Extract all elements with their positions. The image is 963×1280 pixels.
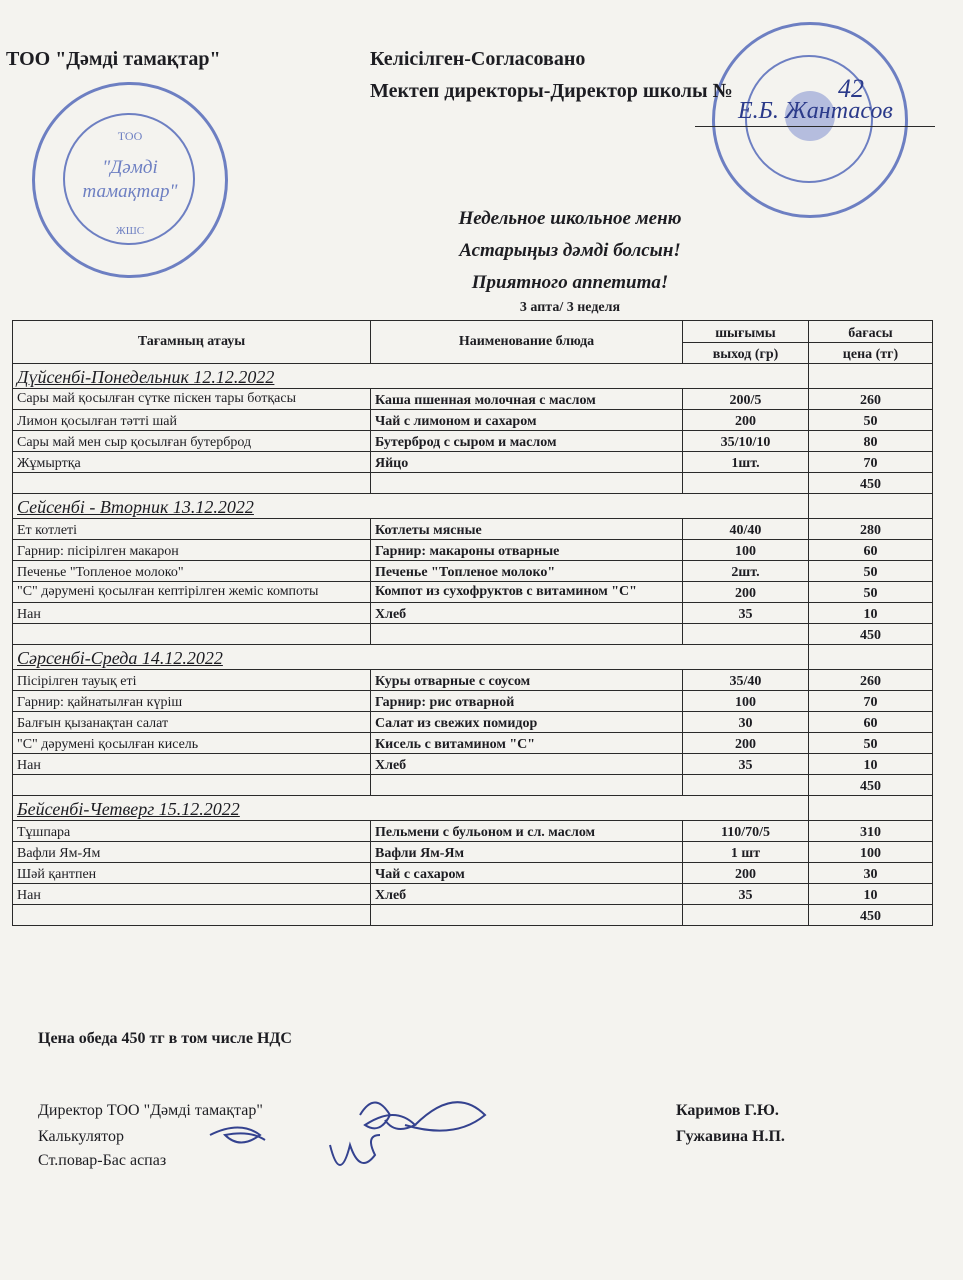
header-price-ru: цена (тг) <box>809 342 933 364</box>
total-row <box>13 473 933 494</box>
calculator-name: Гужавина Н.П. <box>676 1128 785 1145</box>
dish-price: 80 <box>809 431 933 452</box>
total-empty-cell <box>683 473 809 494</box>
company-name: ТОО "Дәмді тамақтар" <box>6 48 221 70</box>
dish-output: 30 <box>683 712 809 733</box>
dish-ru: Вафли Ям-Ям <box>371 842 683 863</box>
dish-price: 70 <box>809 452 933 473</box>
dish-ru: Салат из свежих помидор <box>371 712 683 733</box>
day-total: 450 <box>809 473 933 494</box>
header-out-ru: выход (гр) <box>683 342 809 364</box>
total-empty-cell <box>13 624 371 645</box>
dish-price: 280 <box>809 519 933 540</box>
dish-kz: Сары май мен сыр қосылған бутерброд <box>13 431 371 452</box>
dish-output: 200 <box>683 582 809 603</box>
dish-kz: Вафли Ям-Ям <box>13 842 371 863</box>
total-empty-cell <box>371 775 683 796</box>
menu-row <box>13 540 933 561</box>
dish-output: 100 <box>683 540 809 561</box>
director-line: Мектеп директоры-Директор школы № <box>370 80 733 102</box>
day-total: 450 <box>809 624 933 645</box>
dish-output: 200 <box>683 733 809 754</box>
day-empty-cell <box>809 796 933 821</box>
menu-row <box>13 431 933 452</box>
dish-kz: Нан <box>13 754 371 775</box>
day-row <box>13 796 933 821</box>
menu-row <box>13 863 933 884</box>
total-empty-cell <box>13 905 371 926</box>
cook-label: Ст.повар-Бас аспаз <box>38 1152 167 1169</box>
dish-output: 200 <box>683 863 809 884</box>
day-row <box>13 364 933 389</box>
dish-output: 110/70/5 <box>683 821 809 842</box>
menu-row <box>13 410 933 431</box>
day-empty-cell <box>809 364 933 389</box>
agreed-label: Келісілген-Согласовано <box>370 48 586 70</box>
day-name: Сәрсенбі-Среда 14.12.2022 <box>13 645 809 670</box>
signature-line <box>695 126 935 127</box>
company-stamp <box>32 82 228 278</box>
dish-output: 1шт. <box>683 452 809 473</box>
dish-ru: Гарнир: рис отварной <box>371 691 683 712</box>
stamp-text-mid1: "Дәмді <box>102 157 158 178</box>
school-number: 42 <box>838 74 864 103</box>
dish-ru: Чай с сахаром <box>371 863 683 884</box>
stamp-text-bottom: ЖШС <box>115 225 145 237</box>
total-row <box>13 905 933 926</box>
dish-kz: Нан <box>13 884 371 905</box>
dish-output: 35/40 <box>683 670 809 691</box>
total-row <box>13 624 933 645</box>
menu-row <box>13 452 933 473</box>
dish-ru: Гарнир: макароны отварные <box>371 540 683 561</box>
dish-kz: Печенье "Топленое молоко" <box>13 561 371 582</box>
menu-row <box>13 603 933 624</box>
menu-row <box>13 821 933 842</box>
total-empty-cell <box>683 775 809 796</box>
dish-output: 200 <box>683 410 809 431</box>
dish-kz: Тұшпара <box>13 821 371 842</box>
total-empty-cell <box>371 473 683 494</box>
director-signature: Е.Б. Жантасов <box>738 98 893 124</box>
menu-row <box>13 389 933 410</box>
dish-price: 100 <box>809 842 933 863</box>
dish-ru: Печенье "Топленое молоко" <box>371 561 683 582</box>
day-total: 450 <box>809 775 933 796</box>
price-note: Цена обеда 450 тг в том числе НДС <box>38 1030 292 1047</box>
dish-kz: Гарнир: пісірілген макарон <box>13 540 371 561</box>
total-row <box>13 775 933 796</box>
menu-row <box>13 670 933 691</box>
menu-row <box>13 519 933 540</box>
dish-ru: Чай с лимоном и сахаром <box>371 410 683 431</box>
menu-row <box>13 754 933 775</box>
dish-kz: Жұмыртқа <box>13 452 371 473</box>
dish-price: 50 <box>809 733 933 754</box>
dish-output: 100 <box>683 691 809 712</box>
header-col-ru: Наименование блюда <box>371 321 683 364</box>
dish-output: 35/10/10 <box>683 431 809 452</box>
dish-kz: Сары май қосылған сүтке піскен тары ботқасы <box>13 389 371 410</box>
dish-output: 35 <box>683 754 809 775</box>
header-price-kz: бағасы <box>809 321 933 343</box>
calculator-label: Калькулятор <box>38 1128 124 1145</box>
day-name: Дүйсенбі-Понедельник 12.12.2022 <box>13 364 809 389</box>
dish-ru: Компот из сухофруктов с витамином "С" <box>371 582 683 603</box>
menu-row <box>13 691 933 712</box>
header-col-kz: Тағамның атауы <box>13 321 371 364</box>
menu-table <box>12 320 933 926</box>
dish-kz: Балғын қызанақтан салат <box>13 712 371 733</box>
dish-price: 260 <box>809 389 933 410</box>
dish-kz: Ет котлеті <box>13 519 371 540</box>
dish-kz: "С" дәрумені қосылған кисель <box>13 733 371 754</box>
dish-ru: Яйцо <box>371 452 683 473</box>
dish-price: 10 <box>809 884 933 905</box>
dish-ru: Кисель с витамином "С" <box>371 733 683 754</box>
dish-output: 35 <box>683 884 809 905</box>
director-label: Директор ТОО "Дәмді тамақтар" <box>38 1102 263 1119</box>
dish-ru: Хлеб <box>371 884 683 905</box>
menu-row <box>13 561 933 582</box>
stamp-text-mid2: тамақтар" <box>82 181 178 202</box>
header-out-kz: шығымы <box>683 321 809 343</box>
dish-price: 260 <box>809 670 933 691</box>
dish-kz: Пісірілген тауық еті <box>13 670 371 691</box>
title-line-3: Приятного аппетита! <box>471 272 669 293</box>
day-empty-cell <box>809 494 933 519</box>
dish-kz: Гарнир: қайнатылған күріш <box>13 691 371 712</box>
menu-row <box>13 733 933 754</box>
week-label: 3 апта/ 3 неделя <box>519 300 621 315</box>
dish-price: 30 <box>809 863 933 884</box>
menu-row <box>13 582 933 603</box>
dish-kz: "С" дәрумені қосылған кептірілген жеміс компоты <box>13 582 371 603</box>
day-name: Бейсенбі-Четверг 15.12.2022 <box>13 796 809 821</box>
dish-kz: Шәй қантпен <box>13 863 371 884</box>
dish-ru: Хлеб <box>371 603 683 624</box>
total-empty-cell <box>371 624 683 645</box>
dish-price: 60 <box>809 712 933 733</box>
dish-price: 310 <box>809 821 933 842</box>
menu-row <box>13 712 933 733</box>
dish-price: 50 <box>809 410 933 431</box>
day-name: Сейсенбі - Вторник 13.12.2022 <box>13 494 809 519</box>
total-empty-cell <box>371 905 683 926</box>
dish-price: 10 <box>809 603 933 624</box>
dish-output: 35 <box>683 603 809 624</box>
dish-ru: Каша пшенная молочная с маслом <box>371 389 683 410</box>
total-empty-cell <box>13 775 371 796</box>
dish-output: 40/40 <box>683 519 809 540</box>
day-total: 450 <box>809 905 933 926</box>
day-row <box>13 494 933 519</box>
dish-price: 50 <box>809 561 933 582</box>
day-empty-cell <box>809 645 933 670</box>
total-empty-cell <box>683 905 809 926</box>
title-line-1: Недельное школьное меню <box>458 208 682 229</box>
dish-output: 1 шт <box>683 842 809 863</box>
menu-row <box>13 842 933 863</box>
director-name: Каримов Г.Ю. <box>676 1102 779 1119</box>
total-empty-cell <box>13 473 371 494</box>
stamp-text-top: ТОО <box>117 129 143 143</box>
dish-kz: Лимон қосылған тәтті шай <box>13 410 371 431</box>
dish-price: 70 <box>809 691 933 712</box>
dish-price: 60 <box>809 540 933 561</box>
total-empty-cell <box>683 624 809 645</box>
signatures-icon <box>200 1085 520 1195</box>
dish-ru: Куры отварные с соусом <box>371 670 683 691</box>
dish-price: 10 <box>809 754 933 775</box>
day-row <box>13 645 933 670</box>
dish-ru: Пельмени с бульоном и сл. маслом <box>371 821 683 842</box>
dish-price: 50 <box>809 582 933 603</box>
menu-row <box>13 884 933 905</box>
dish-kz: Нан <box>13 603 371 624</box>
dish-output: 200/5 <box>683 389 809 410</box>
dish-ru: Бутерброд с сыром и маслом <box>371 431 683 452</box>
dish-ru: Котлеты мясные <box>371 519 683 540</box>
dish-ru: Хлеб <box>371 754 683 775</box>
dish-output: 2шт. <box>683 561 809 582</box>
title-line-2: Астарыңыз дәмді болсын! <box>459 240 681 261</box>
